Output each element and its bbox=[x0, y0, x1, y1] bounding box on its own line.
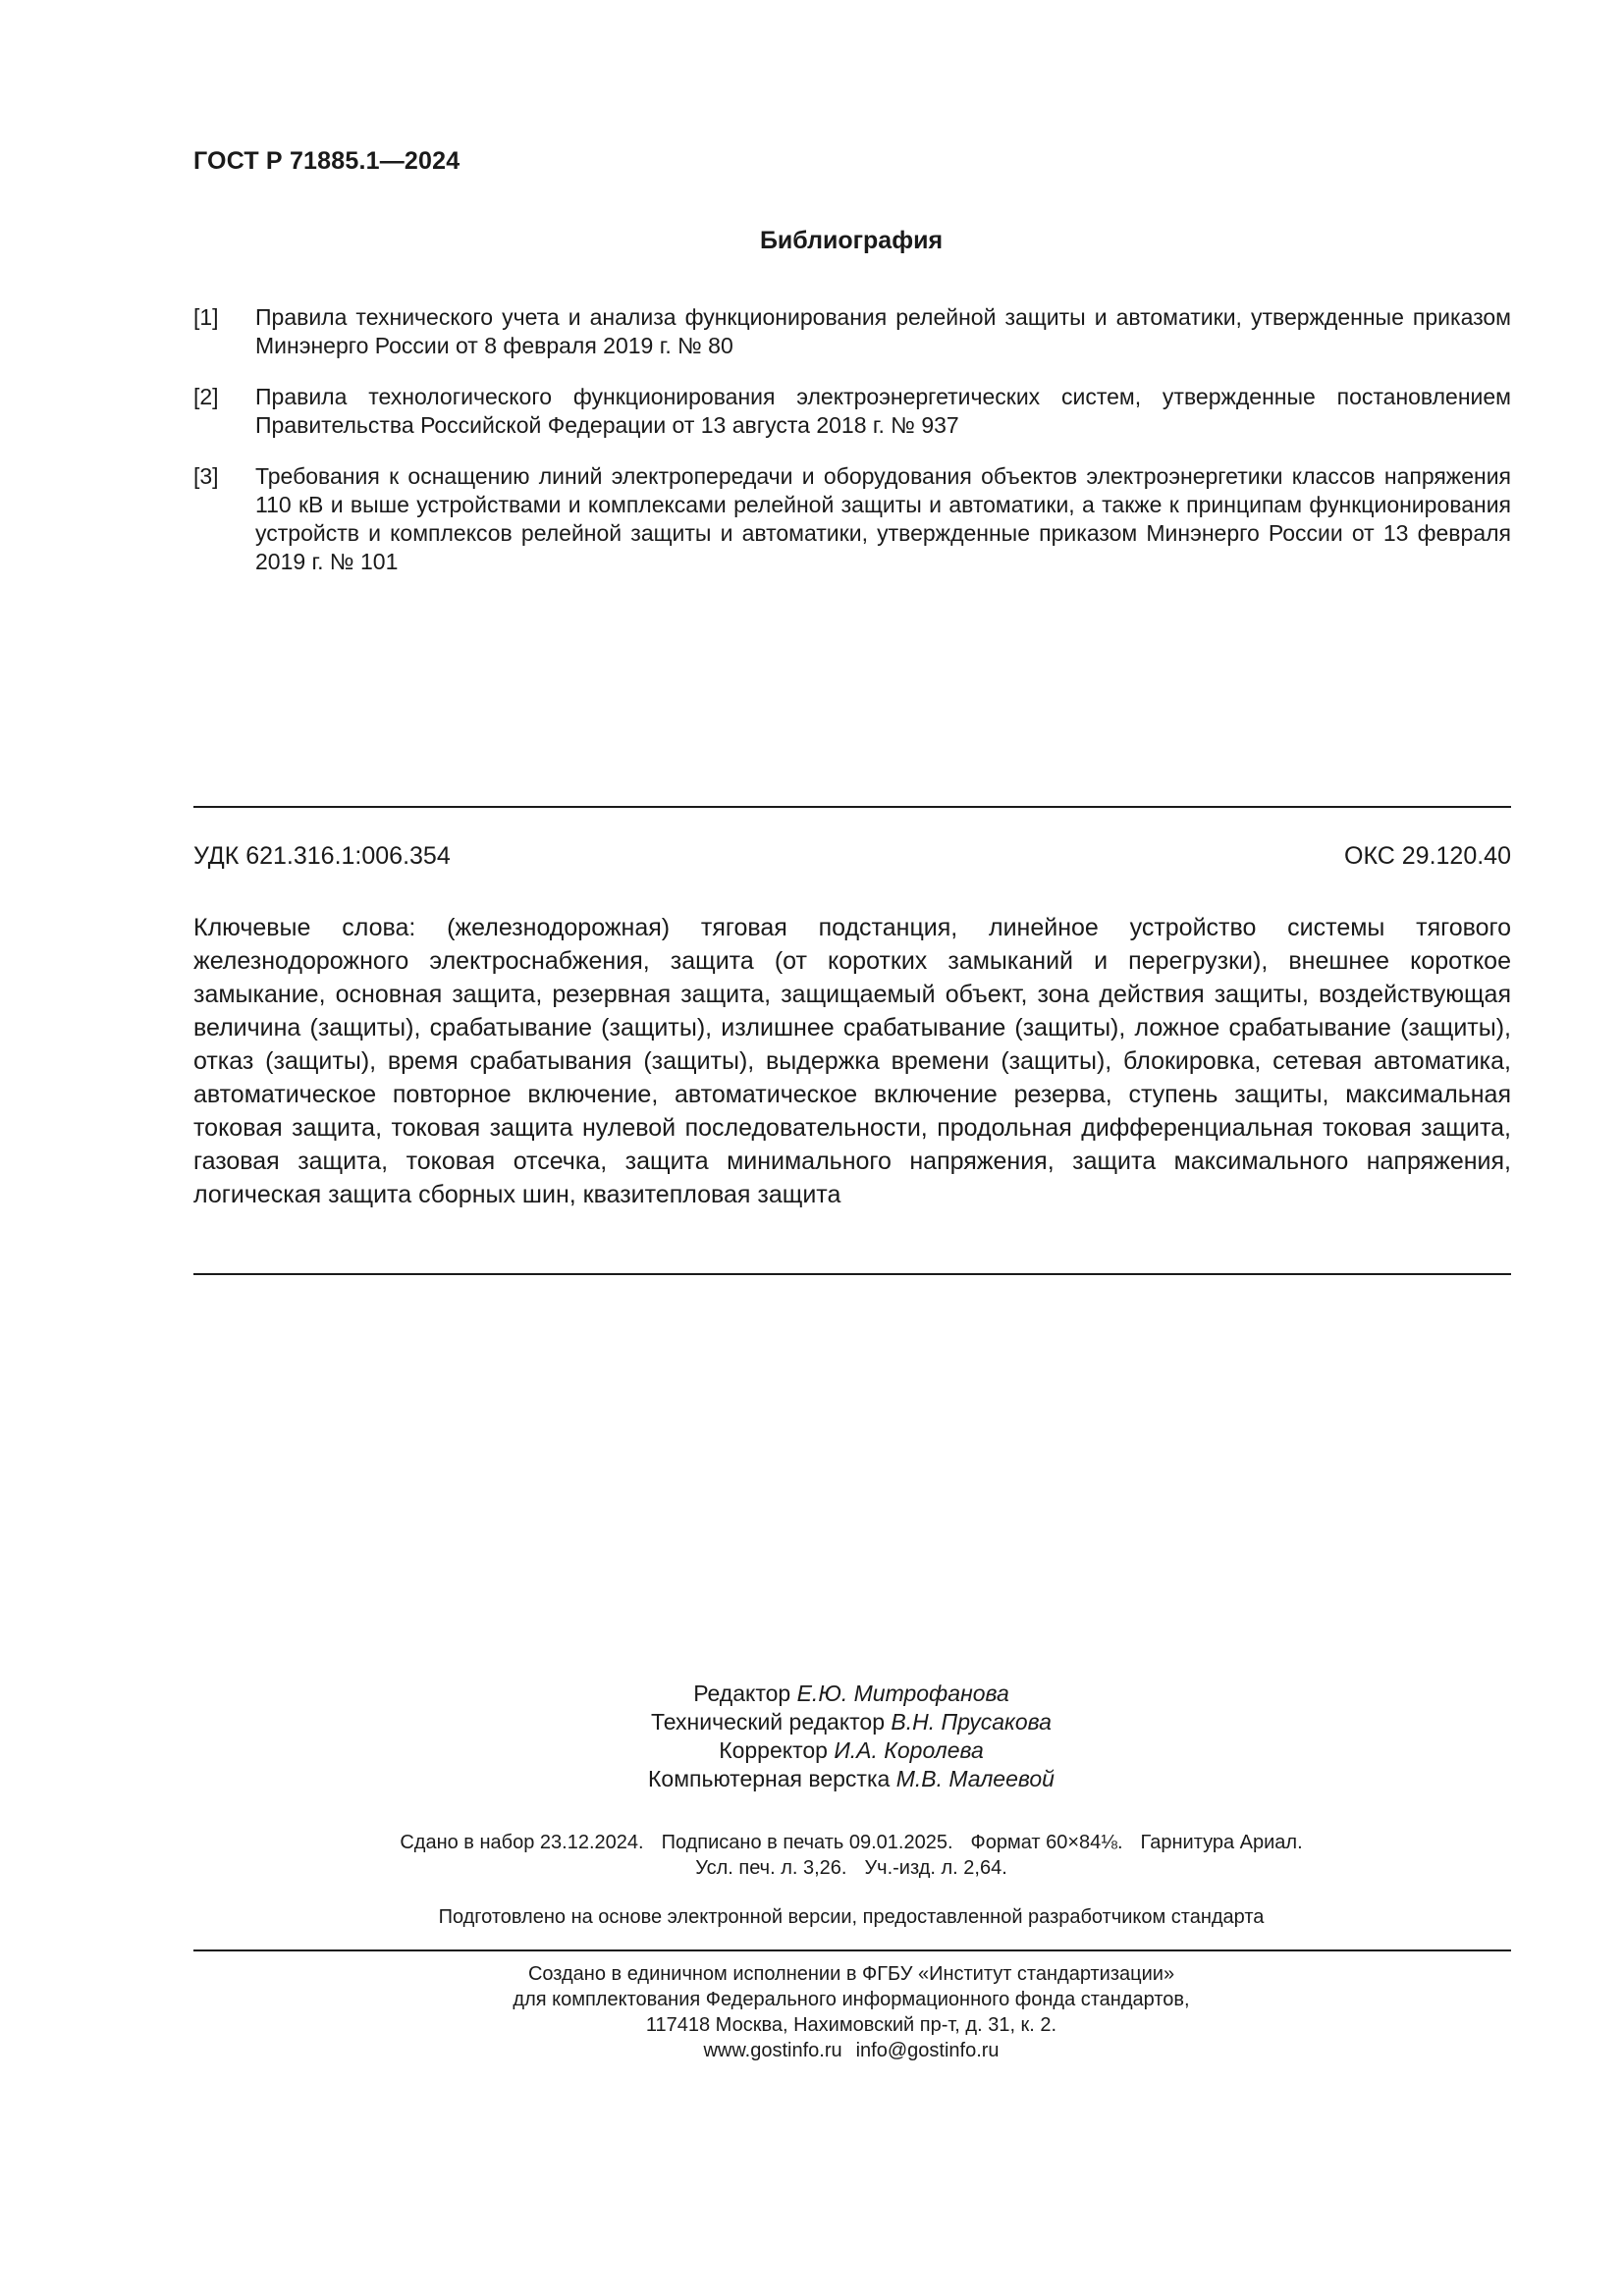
prepared-note: Подготовлено на основе электронной версии, предоставленной разработчиком стандарта bbox=[438, 1906, 1265, 1928]
bibliography-title: Библиография bbox=[759, 227, 944, 254]
bibliography-item-text: Требования к оснащению линий электропередачи и оборудования объектов электроэнергетики классов напряжения 110 кВ и выше устройствами и комплексами релейной защиты и автоматики, а также к принципам функционирования устройств и комплексов релейной защиты и автоматики, утвержденные приказом Минэнерго России от 13 февраля 2019 г. № 101 bbox=[255, 463, 1511, 574]
standard-code-header: ГОСТ Р 71885.1—2024 bbox=[193, 147, 460, 175]
oks-code: ОКС 29.120.40 bbox=[1344, 842, 1511, 870]
bibliography-item bbox=[193, 462, 1511, 576]
keywords-paragraph: Ключевые слова: (железнодорожная) тяговая подстанция, линейное устройство системы тягового железнодорожного электроснабжения, защита (от коротких замыканий и перегрузки), внешнее короткое замыкание, основная защита, резервная защита, защищаемый объект, зона действия защиты, воздействующая величина (защиты), срабатывание (защиты), излишнее срабатывание (защиты), ложное срабатывание (защиты), отказ (защиты), время срабатывания (защиты), выдержка времени (защиты), блокировка, сетевая автоматика, автоматическое повторное включение, автоматическое включение резерва, ступень защиты, максимальная токовая защита, токовая защита нулевой последовательности, продольная дифференциальная токовая защита, газовая защита, токовая отсечка, защита минимального напряжения, защита максимального напряжения, логическая защита сборных шин, квазитепловая защита bbox=[193, 914, 1511, 1208]
section-divider-bottom bbox=[193, 1273, 1511, 1275]
imprint-line-1: Сдано в набор 23.12.2024. Подписано в печать 09.01.2025. Формат 60×84⅛. Гарнитура Ариал. bbox=[400, 1832, 1303, 1853]
bibliography-item-text: Правила технического учета и анализа функционирования релейной защиты и автоматики, утвержденные приказом Минэнерго России от 8 февраля 2019 г. № 80 bbox=[255, 304, 1511, 358]
editor-name: Е.Ю. Митрофанова bbox=[796, 1681, 1009, 1706]
publisher-line-2: для комплектования Федерального информационного фонда стандартов, bbox=[513, 1989, 1190, 2010]
publisher-line-1: Создано в единичном исполнении в ФГБУ «Институт стандартизации» bbox=[527, 1963, 1175, 1985]
publisher-address: 117418 Москва, Нахимовский пр-т, д. 31, к. 2. bbox=[645, 2014, 1057, 2036]
bibliography-list bbox=[193, 303, 1511, 599]
website-link[interactable]: www.gostinfo.ru bbox=[703, 2040, 842, 2061]
bibliography-item-number: [3] bbox=[193, 463, 219, 489]
print-imprint bbox=[0, 1830, 1624, 1881]
publisher-divider bbox=[193, 1949, 1511, 1951]
layout-name: М.В. Малеевой bbox=[895, 1766, 1055, 1791]
editorial-credits bbox=[0, 1680, 1624, 1793]
email-link[interactable]: info@gostinfo.ru bbox=[855, 2040, 1000, 2061]
bibliography-item-text: Правила технологического функционирования электроэнергетических систем, утвержденные постановлением Правительства Российской Федерации от 13 августа 2018 г. № 937 bbox=[255, 384, 1511, 438]
udk-code: УДК 621.316.1:006.354 bbox=[193, 842, 451, 870]
tech-editor-line: Технический редактор В.Н. Прусакова bbox=[651, 1709, 1052, 1735]
bibliography-item bbox=[193, 303, 1511, 360]
layout-line: Компьютерная верстка М.В. Малеевой bbox=[648, 1766, 1055, 1791]
classification-codes bbox=[193, 842, 1511, 871]
editor-line: Редактор Е.Ю. Митрофанова bbox=[693, 1681, 1009, 1706]
bibliography-item bbox=[193, 383, 1511, 440]
tech-editor-name: В.Н. Прусакова bbox=[891, 1709, 1052, 1735]
bibliography-item-number: [1] bbox=[193, 304, 219, 330]
section-divider-top bbox=[193, 806, 1511, 808]
bibliography-item-number: [2] bbox=[193, 384, 219, 409]
corrector-line: Корректор И.А. Королева bbox=[719, 1737, 984, 1763]
publisher-contacts bbox=[79, 2038, 1624, 2063]
corrector-name: И.А. Королева bbox=[834, 1737, 984, 1763]
imprint-line-2: Усл. печ. л. 3,26. Уч.-изд. л. 2,64. bbox=[695, 1857, 1007, 1879]
publisher-info bbox=[0, 1961, 1624, 2063]
